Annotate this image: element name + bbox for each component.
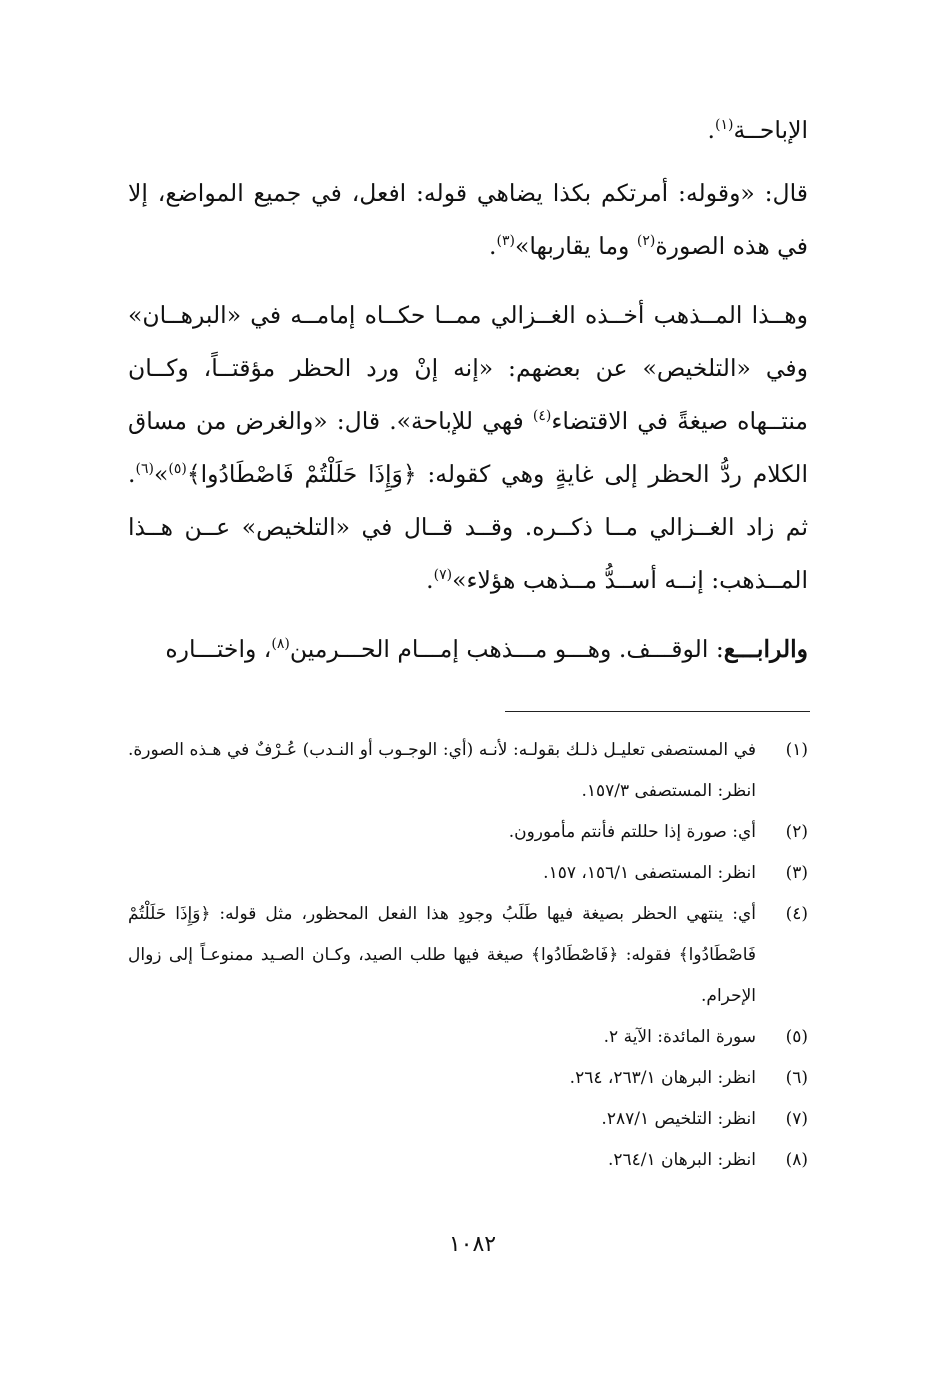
p4-text-a: : الوقـــف. وهـــو مـــذهب إمـــام الحـــرمين bbox=[289, 635, 724, 663]
p2-text-a: قال: «وقوله: أمرتكم بكذا يضاهي قوله: افعل، في جميع المواضع، إلا في هذه الصورة bbox=[128, 179, 808, 260]
footnote-number: (٥) bbox=[785, 1027, 808, 1047]
footnote-text: انظر: التلخيص ٢٨٧/١. bbox=[601, 1109, 756, 1129]
p3-text-d: . ثم زاد الغــزالي مــا ذكــره. وقــد قــال في «التلخيص» عــن هــذا المــذهب: إنــه أســدُّ مــذهب هؤلاء» bbox=[128, 460, 808, 594]
page-number: ١٠٨٢ bbox=[448, 1232, 497, 1257]
footnote-number: (١) bbox=[785, 740, 808, 760]
footnote-2 bbox=[128, 812, 808, 853]
p2-text-b: وما يقاربها» bbox=[514, 232, 637, 260]
footnote-text: أي: ينتهي الحظر بصيغة فيها طَلَبُ وجودِ هذا الفعل المحظور، مثل قوله: ﴿وَإِذَا حَلَلْتُمْ فَاصْطَادُوا﴾ فقوله: ﴿فَاصْطَادُوا﴾ صيغة فيها طلب الصيد، وكـان الصـيد ممنوعـاً إلى زوال الإحرام. bbox=[128, 904, 756, 1006]
footnote-ref-7[interactable]: (٧) bbox=[433, 567, 453, 584]
p1-end: . bbox=[707, 116, 715, 144]
footnotes bbox=[128, 730, 808, 1181]
paragraph-3 bbox=[128, 289, 808, 607]
paragraph-2 bbox=[128, 167, 808, 273]
footnote-6 bbox=[128, 1058, 808, 1099]
footnote-text: انظر: البرهان ٢٦٣/١، ٢٦٤. bbox=[569, 1068, 756, 1088]
footnote-number: (٨) bbox=[785, 1150, 808, 1170]
footnote-text: أي: صورة إذا حللتم فأنتم مأمورون. bbox=[508, 822, 756, 842]
main-text bbox=[128, 104, 808, 692]
footnote-3 bbox=[128, 853, 808, 894]
paragraph-1 bbox=[128, 104, 808, 157]
p3-text-e: . bbox=[426, 566, 434, 594]
p2-text-c: . bbox=[489, 232, 497, 260]
footnote-number: (٢) bbox=[785, 822, 808, 842]
footnote-ref-6[interactable]: (٦) bbox=[135, 461, 154, 478]
footnote-text: انظر: المستصفى ١٥٦/١، ١٥٧. bbox=[543, 863, 756, 883]
footnote-text: انظر: البرهان ٢٦٤/١. bbox=[607, 1150, 756, 1170]
p3-text-a: وهــذا المــذهب أخــذه الغــزالي ممــا حكــاه إمامــه في «البرهــان» وفي «التلخيص» عن بعضهم: «إنه إنْ ورد الحظر مؤقتــاً، وكــان منتــهاه صيغةً في الاقتضاء bbox=[128, 301, 808, 435]
footnote-separator bbox=[505, 711, 810, 712]
footnote-1 bbox=[128, 730, 808, 812]
footnote-number: (٣) bbox=[785, 863, 808, 883]
footnote-5 bbox=[128, 1017, 808, 1058]
p1-text: الإباحــة bbox=[733, 116, 808, 144]
footnote-8 bbox=[128, 1140, 808, 1181]
footnote-ref-1[interactable]: (١) bbox=[715, 117, 734, 134]
footnote-ref-8[interactable]: (٨) bbox=[271, 636, 290, 653]
footnote-number: (٦) bbox=[785, 1068, 808, 1088]
footnote-text: في المستصفى تعليـل ذلـك بقولـه: لأنـه (أي: الوجـوب أو النـدب) عُـرْفٌ في هـذه الصورة. انظر: المستصفى ١٥٧/٣. bbox=[128, 740, 756, 801]
footnote-number: (٤) bbox=[785, 904, 808, 924]
p3-text-c: » bbox=[153, 460, 169, 488]
paragraph-4 bbox=[128, 623, 808, 676]
p4-text-b: ، واختـــاره bbox=[165, 635, 272, 663]
footnote-ref-3[interactable]: (٣) bbox=[496, 233, 515, 250]
footnote-ref-4[interactable]: (٤) bbox=[532, 408, 552, 425]
footnote-text: سورة المائدة: الآية ٢. bbox=[603, 1027, 756, 1047]
p3-text-b: فهي للإباحة». قال: «والغرض من مساق الكلام ردُّ الحظر إلى غايةٍ وهي كقوله: ﴿وَإِذَا حَلَلْتُمْ فَاصْطَادُوا﴾ bbox=[128, 407, 808, 488]
footnote-number: (٧) bbox=[785, 1109, 808, 1129]
footnote-ref-5[interactable]: (٥) bbox=[168, 461, 187, 478]
footnote-7 bbox=[128, 1099, 808, 1140]
footnote-4 bbox=[128, 894, 808, 1017]
footnote-ref-2[interactable]: (٢) bbox=[636, 233, 656, 250]
p4-heading: والرابـــع bbox=[723, 635, 808, 663]
